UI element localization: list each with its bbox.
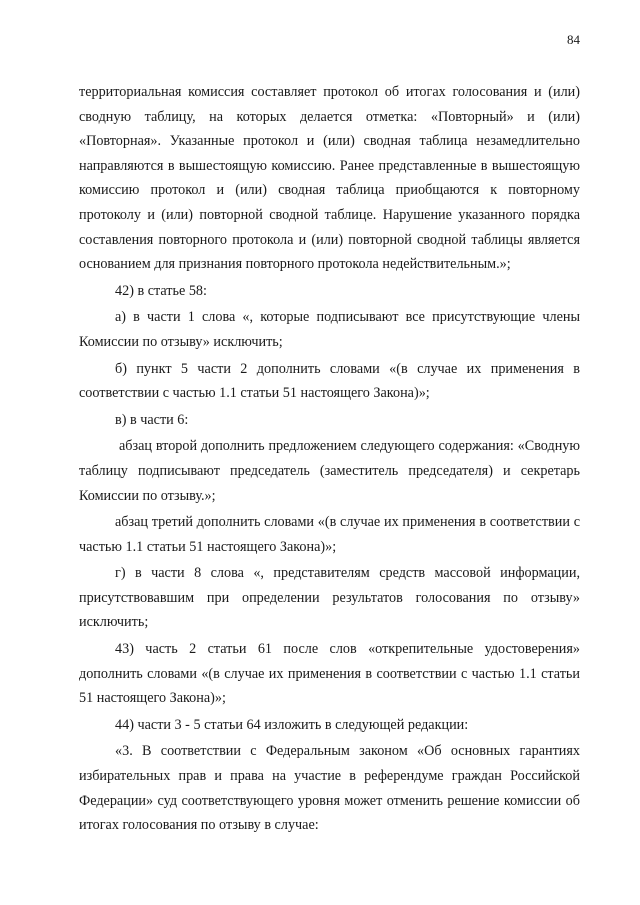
paragraph: 42) в статье 58: xyxy=(115,282,207,299)
paragraph: территориальная комиссия составляет протокол об итогах голосования и (или) сводную таблицу, на которых делается отметка: «Повторный» и (или) «Повторная». Указанные протокол и (или) сводная таблица незамедлительно направляются в вышестоящую комиссию. Ранее представленные в вышестоящую комиссию протокол и (или) сводная таблица приобщаются к повторному протоколу и (или) повторной сводной таблице. Нарушение указанного порядка составления повторного протокола и (или) повторной сводной таблицы является основанием для признания повторного протокола недействительным.»; xyxy=(79,84,580,273)
paragraph: в) в части 6: xyxy=(115,411,189,428)
paragraph: «3. В соответствии с Федеральным законом «Об основных гарантиях избирательных прав и права на участие в референдуме граждан Российской Федерации» суд соответствующего уровня может отменить решение комиссии об итогах голосования по отзыву в случае: xyxy=(79,743,580,834)
paragraph: 43) часть 2 статьи 61 после слов «открепительные удостоверения» дополнить словами «(в случае их применения в соответствии с частью 1.1 статьи 51 настоящего Закона)»; xyxy=(79,641,580,707)
paragraph: б) пункт 5 части 2 дополнить словами «(в случае их применения в соответствии с частью 1.1 статьи 51 настоящего Закона)»; xyxy=(79,360,580,402)
paragraph: г) в части 8 слова «, представителям средств массовой информации, присутствовавшим при определении результатов голосования по отзыву» исключить; xyxy=(79,565,580,631)
paragraph: а) в части 1 слова «, которые подписывают все присутствующие члены Комиссии по отзыву» исключить; xyxy=(79,309,580,350)
page-number: 84 xyxy=(567,32,580,47)
body-text xyxy=(79,80,580,838)
paragraph: абзац второй дополнить предложением следующего содержания: «Сводную таблицу подписывают председатель (заместитель председателя) и секретарь Комиссии по отзыву.»; xyxy=(79,438,580,504)
paragraph: 44) части 3 - 5 статьи 64 изложить в следующей редакции: xyxy=(115,716,469,733)
paragraph: абзац третий дополнить словами «(в случае их применения в соответствии с частью 1.1 статьи 51 настоящего Закона)»; xyxy=(79,514,580,555)
